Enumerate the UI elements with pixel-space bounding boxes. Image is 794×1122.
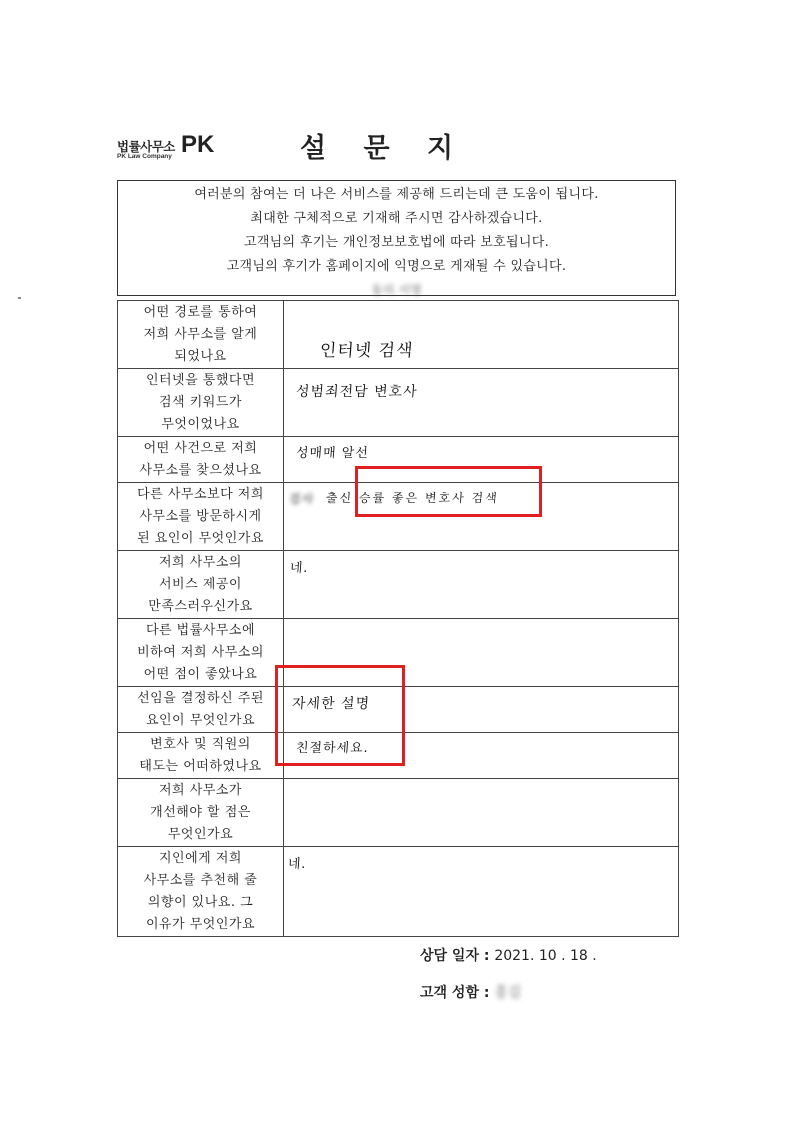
question-line: 무엇이었나요 — [161, 417, 240, 432]
question-line: 된 요인이 무엇인가요 — [137, 531, 264, 546]
question-line: 저희 사무소의 — [159, 555, 242, 570]
red-highlight-box — [275, 665, 405, 766]
handwritten-answer: 네. — [289, 561, 310, 576]
question-line: 인터넷을 통했다면 — [145, 373, 256, 388]
name-label: 고객 성함 : — [420, 985, 490, 1001]
question-line: 저희 사무소를 알게 — [143, 327, 258, 342]
question-line: 지인에게 저희 — [159, 851, 242, 866]
question-line: 무엇인가요 — [167, 827, 234, 842]
question-line: 선임을 결정하신 주된 — [137, 691, 264, 706]
question-line: 사무소를 방문하시게 — [139, 509, 262, 524]
table-row — [118, 779, 679, 847]
company-logo — [117, 132, 227, 162]
question-line: 변호사 및 직원의 — [150, 737, 251, 752]
answer-cell — [284, 369, 679, 437]
redacted-signature: 동의 서명 — [371, 283, 422, 297]
handwritten-answer: 성범죄전담 변호사 — [295, 384, 419, 400]
logo-mark: PK — [181, 131, 215, 158]
table-row — [118, 551, 679, 619]
question-line: 어떤 경로를 통하여 — [143, 305, 258, 320]
redacted-answer: 검사 — [288, 492, 315, 506]
intro-line: 고객님의 후기는 개인정보보호법에 따라 보호됩니다. — [243, 235, 550, 250]
redacted-name: 홍길 — [494, 985, 522, 1001]
question-cell — [118, 369, 284, 437]
question-line: 검색 키워드가 — [159, 395, 242, 410]
handwritten-answer: 성매매 알선 — [295, 446, 370, 461]
question-cell — [118, 687, 284, 733]
scan-speck — [18, 297, 21, 299]
answer-cell — [284, 779, 679, 847]
handwritten-answer: 출신 승률 좋은 변호사 검색 — [325, 491, 500, 505]
question-line: 서비스 제공이 — [159, 577, 242, 592]
question-line: 저희 사무소가 — [159, 783, 242, 798]
question-line: 다른 사무소보다 저희 — [137, 487, 264, 502]
question-line: 되었나요 — [174, 349, 227, 364]
handwritten-answer: 자세한 설명 — [291, 696, 371, 712]
question-cell — [118, 551, 284, 619]
table-row — [118, 369, 679, 437]
question-line: 이유가 무엇인가요 — [145, 917, 256, 932]
table-row — [118, 847, 679, 937]
question-line: 만족스러우신가요 — [148, 599, 253, 614]
question-cell — [118, 619, 284, 687]
answer-cell — [284, 301, 679, 369]
date-value: 2021. 10 . 18 . — [494, 948, 597, 964]
question-cell — [118, 301, 284, 369]
logo-english: PK Law Company — [117, 153, 172, 160]
question-line: 개선해야 할 점은 — [150, 805, 251, 820]
question-cell — [118, 847, 284, 937]
question-line: 어떤 사건으로 저희 — [143, 441, 258, 456]
consultation-date — [420, 945, 597, 965]
handwritten-answer: 인터넷 검색 — [319, 341, 415, 361]
question-line: 비하여 저희 사무소의 — [137, 645, 264, 660]
question-line: 사무소를 찾으셨나요 — [139, 463, 262, 478]
intro-line: 여러분의 참여는 더 나은 서비스를 제공해 드리는데 큰 도움이 됩니다. — [194, 187, 599, 202]
handwritten-answer: 친절하세요. — [295, 741, 370, 756]
question-line: 사무소를 추천해 줄 — [143, 873, 258, 888]
survey-table — [117, 300, 679, 937]
answer-cell — [284, 551, 679, 619]
handwritten-answer: 네. — [287, 857, 308, 872]
intro-line: 최대한 구체적으로 기재해 주시면 감사하겠습니다. — [250, 211, 543, 226]
document-title: 설 문 지 — [300, 133, 468, 164]
question-cell — [118, 779, 284, 847]
question-line: 태도는 어떠하였나요 — [139, 759, 262, 774]
question-line: 요인이 무엇인가요 — [145, 713, 256, 728]
question-cell — [118, 437, 284, 483]
intro-line: 고객님의 후기가 홈페이지에 익명으로 게재될 수 있습니다. — [226, 259, 567, 274]
answer-cell — [284, 847, 679, 937]
question-line: 어떤 점이 좋았나요 — [143, 667, 258, 682]
customer-name — [420, 982, 521, 1002]
question-cell — [118, 733, 284, 779]
logo-korean: 법률사무소 — [117, 139, 175, 154]
question-line: 의향이 있나요. 그 — [147, 895, 254, 910]
intro-box — [117, 180, 676, 296]
table-row — [118, 301, 679, 369]
date-label: 상담 일자 : — [420, 948, 490, 964]
question-line: 다른 법률사무소에 — [145, 623, 256, 638]
question-cell — [118, 483, 284, 551]
red-highlight-box — [355, 466, 542, 517]
